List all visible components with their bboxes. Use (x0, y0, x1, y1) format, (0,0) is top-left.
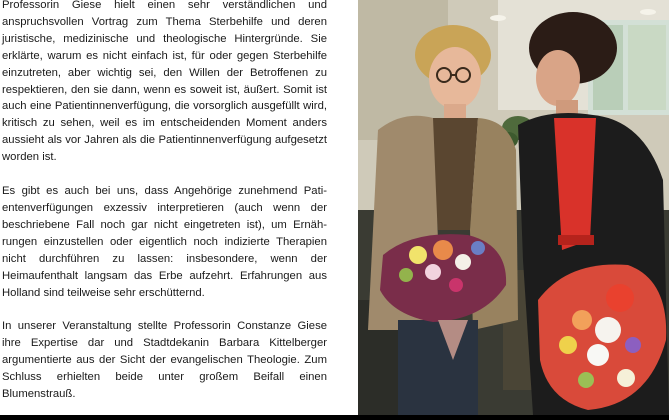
event-photo (358, 0, 669, 415)
event-photo-illustration (358, 0, 669, 415)
article-paragraph-2: Es gibt es auch bei uns, dass Angehörige zunehmend Patientenverfügungen exzessiv interpretieren (auch wenn der beschriebene Fall noch gar nicht eingetreten ist), um Ernährungen einzustellen oder eigentlich noch indizierte Therapien nicht durchführen zu lassen: insbesondere, wenn der Heimaufenthalt langsam das Erbe aufzehrt. Erfahrungen aus Holland sind teilweise sehr erschütternd. (2, 185, 327, 299)
article-text (2, 0, 327, 420)
article-paragraph-1: Professorin Giese hielt einen sehr verständlichen und anspruchsvollen Vortrag zum Thema Sterbehilfe und deren juristische, medizinische und theologische Hintergründe. Sie erklärte, warum es nicht einfach ist, für oder gegen Sterbehilfe einzutreten, aber wichtig sei, den Willen der Betroffenen zu respektieren, den sie dann, wenn es soweit ist, äußert. Somit ist auch eine Patientinnenverfügung, die vorsorglich ausgefüllt wird, kritisch zu sehen, weil es im entscheidenden Moment anders aussieht als vor Jahren als die Patientinnenverfügung aufgesetzt worden ist. (2, 0, 327, 164)
article-paragraph-3: In unserer Veranstaltung stellte Professorin Constanze Giese ihre Expertise dar und Stadtdekanin Barbara Kittelberger argumentierte aus der Sicht der evangelischen Theologie. Zum Schluss erhielten beide unter großem Beifall einen Blumenstrauß. (2, 320, 327, 401)
